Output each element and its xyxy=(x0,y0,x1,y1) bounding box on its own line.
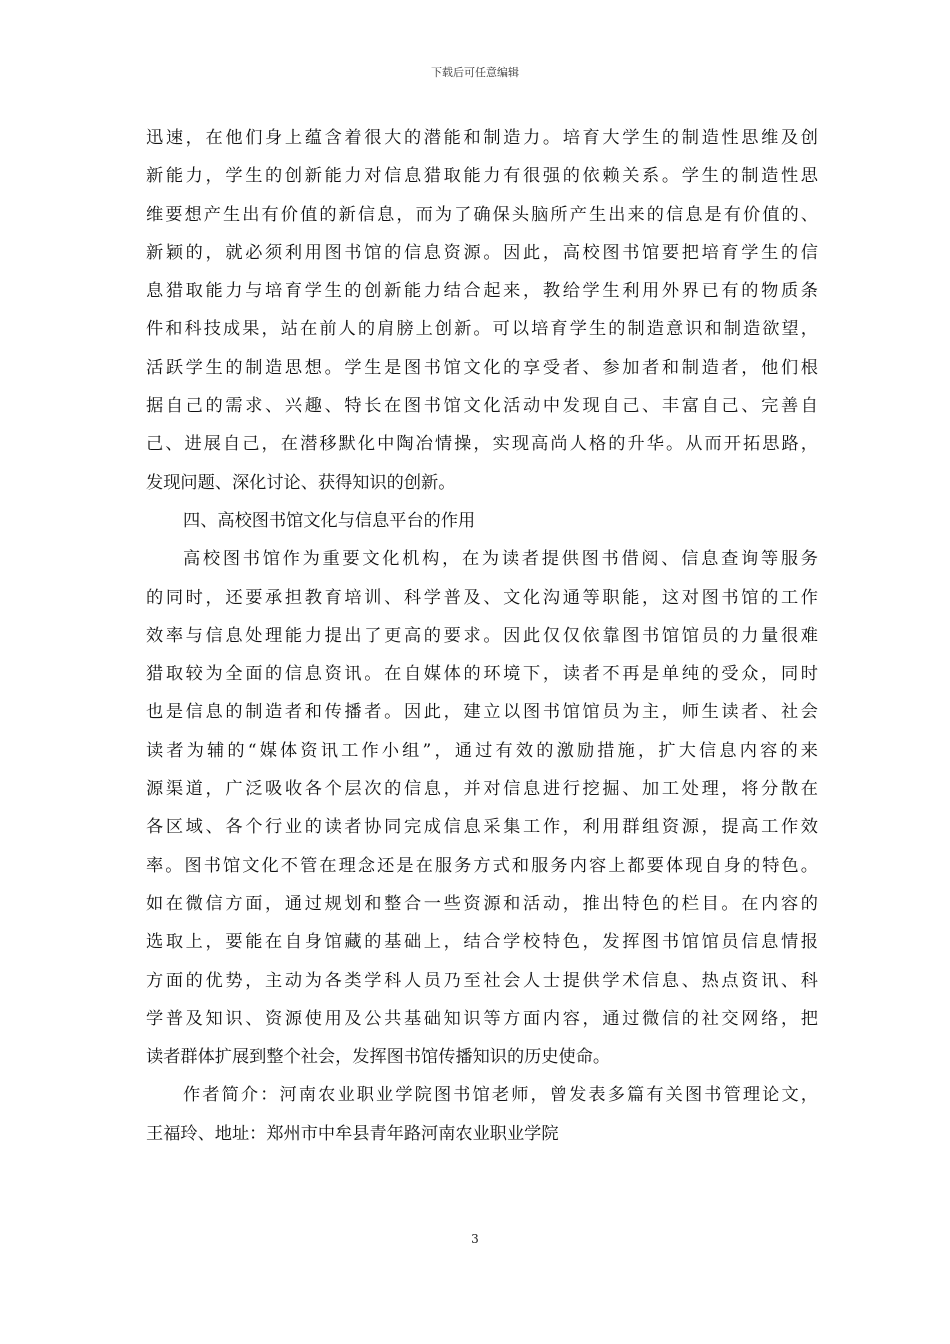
text-line: 新颖的，就必须利用图书馆的信息资源。因此，高校图书馆要把培育学生的信 xyxy=(146,242,818,263)
document-body xyxy=(146,119,818,1153)
paragraph-continuation xyxy=(146,119,818,502)
text-line: 件和科技成果，站在前人的肩膀上创新。可以培育学生的制造意识和制造欲望， xyxy=(146,319,818,340)
text-line: 方面的优势，主动为各类学科人员乃至社会人士提供学术信息、热点资讯、科 xyxy=(146,970,818,991)
text-line: 新能力，学生的创新能力对信息猎取能力有很强的依赖关系。学生的制造性思 xyxy=(146,166,818,187)
text-line: 己、进展自己，在潜移默化中陶冶情操，实现高尚人格的升华。从而开拓思路， xyxy=(146,434,818,455)
text-line: 迅速，在他们身上蕴含着很大的潜能和制造力。培育大学生的制造性思维及创 xyxy=(146,128,818,148)
text-line: 猎取较为全面的信息资讯。在自媒体的环境下，读者不再是单纯的受众，同时 xyxy=(146,664,818,685)
section-heading xyxy=(146,502,818,540)
text-line: 读者为辅的“媒体资讯工作小组”，通过有效的激励措施，扩大信息内容的来 xyxy=(146,740,818,761)
page-header: 下载后可任意编辑 xyxy=(431,66,519,79)
text-line: 率。图书馆文化不管在理念还是在服务方式和服务内容上都要体现自身的特色。 xyxy=(146,855,818,876)
text-line: 据自己的需求、兴趣、特长在图书馆文化活动中发现自己、丰富自己、完善自 xyxy=(146,396,818,417)
text-line: 选取上，要能在自身馆藏的基础上，结合学校特色，发挥图书馆馆员信息情报 xyxy=(146,932,818,953)
text-line: 息猎取能力与培育学生的创新能力结合起来，教给学生利用外界已有的物质条 xyxy=(146,281,818,302)
page-number: 3 xyxy=(471,1232,479,1246)
text-line: 发现问题、深化讨论、获得知识的创新。 xyxy=(146,472,456,493)
text-line: 作者简介：河南农业职业学院图书馆老师，曾发表多篇有关图书管理论文， xyxy=(183,1085,818,1106)
text-line: 高校图书馆作为重要文化机构，在为读者提供图书借阅、信息查询等服务 xyxy=(183,549,818,570)
text-line: 源渠道，广泛吸收各个层次的信息，并对信息进行挖掘、加工处理，将分散在 xyxy=(146,779,818,800)
text-line: 读者群体扩展到整个社会，发挥图书馆传播知识的历史使命。 xyxy=(146,1047,611,1068)
text-line: 也是信息的制造者和传播者。因此，建立以图书馆馆员为主，师生读者、社会 xyxy=(146,702,818,723)
text-line: 的同时，还要承担教育培训、科学普及、文化沟通等职能，这对图书馆的工作 xyxy=(146,587,818,608)
text-line: 活跃学生的制造思想。学生是图书馆文化的享受者、参加者和制造者，他们根 xyxy=(146,357,818,378)
text-line: 学普及知识、资源使用及公共基础知识等方面内容，通过微信的社交网络，把 xyxy=(146,1008,818,1029)
section-heading-text: 四、高校图书馆文化与信息平台的作用 xyxy=(183,510,476,531)
text-line: 王福玲、地址：郑州市中牟县青年路河南农业职业学院 xyxy=(146,1123,559,1144)
author-note xyxy=(146,1076,818,1153)
text-line: 效率与信息处理能力提出了更高的要求。因此仅仅依靠图书馆馆员的力量很难 xyxy=(146,625,818,646)
text-line: 维要想产生出有价值的新信息，而为了确保头脑所产生出来的信息是有价值的、 xyxy=(146,204,818,225)
text-line: 各区域、各个行业的读者协同完成信息采集工作，利用群组资源，提高工作效 xyxy=(146,817,818,838)
paragraph xyxy=(146,540,818,1076)
text-line: 如在微信方面，通过规划和整合一些资源和活动，推出特色的栏目。在内容的 xyxy=(146,893,818,914)
